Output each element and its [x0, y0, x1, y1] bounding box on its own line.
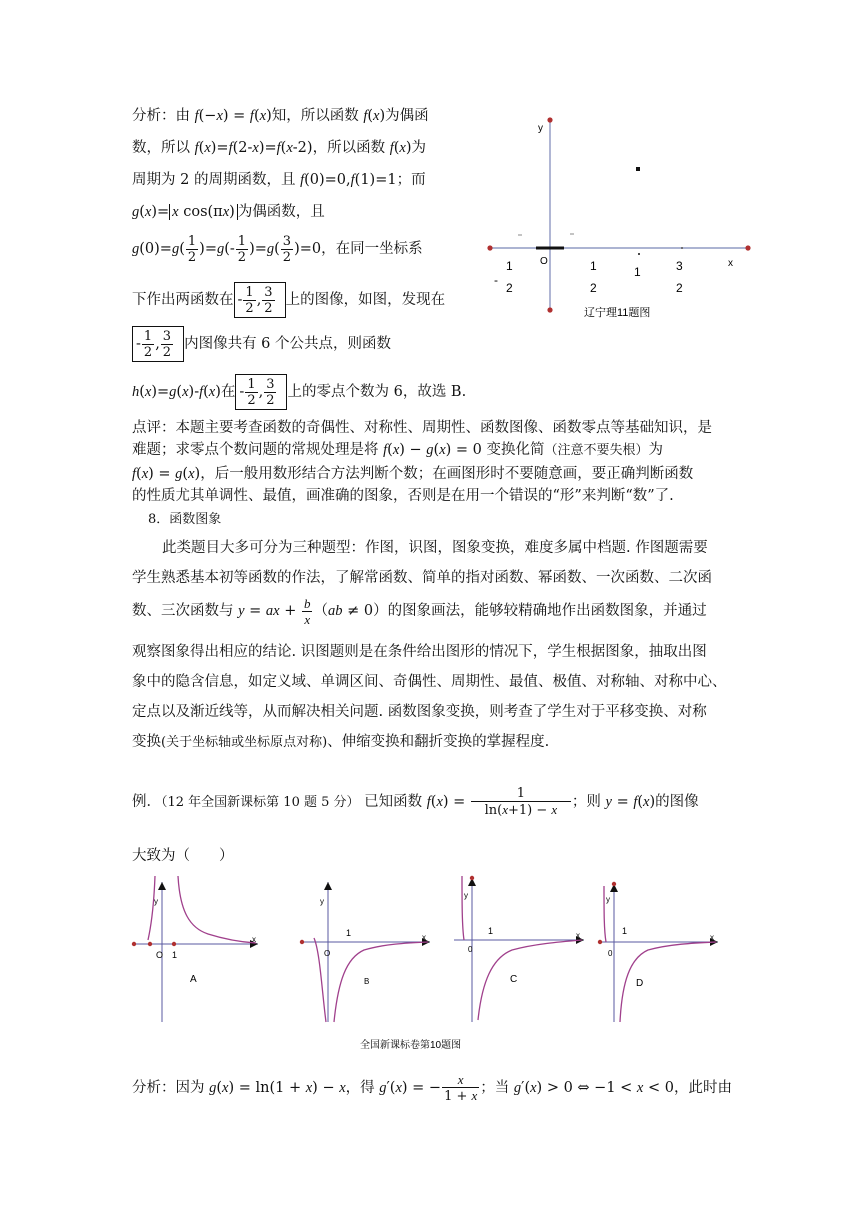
svg-text:x: x — [710, 933, 714, 942]
svg-text:1: 1 — [590, 259, 597, 273]
panel-a — [132, 876, 258, 1022]
svg-text:O: O — [156, 950, 164, 960]
intro-line-7: 变换(关于坐标轴或坐标原点对称)、伸缩变换和翻折变换的掌握程度. — [132, 734, 550, 750]
intro-line-6: 定点以及渐近线等，从而解决相关问题. 函数图象变换，则考查了学生对于平移变换、对称 — [132, 704, 707, 720]
comment-line-1: 点评：本题主要考查函数的奇偶性、对称性、周期性、函数图像、函数零点等基础知识，是 — [132, 420, 712, 436]
analysis-line-6: 下作出两函数在 - $\frac{1}{2}$ , $\frac{3}{2}$ 上的图像，如图，发现在 — [132, 282, 445, 318]
panel-b — [300, 882, 430, 1022]
panel-b-letter: B — [364, 977, 370, 986]
svg-text:x: x — [422, 933, 426, 942]
analysis-line-3: 周期为 2 的周期函数，且 f(0)=0,f(1)=1；而 — [132, 172, 426, 188]
intro-line-5: 象中的隐含信息，如定义域、单调区间、奇偶性、周期性、最值、极值、对称轴、对称中心、 — [132, 674, 727, 690]
analysis-line-2: 数，所以 f(x)=f(2-x)=f(x-2)，所以函数 f(x)为 — [132, 140, 426, 156]
fig1-y-label: y — [538, 123, 543, 134]
analysis-line-7: - $\frac{1}{2}$ , $\frac{3}{2}$ 内图像共有 6 个公共点，则函数 — [132, 326, 391, 362]
fig1-caption: 辽宁理11题图 — [584, 307, 651, 319]
svg-text:y: y — [320, 897, 324, 906]
fig1-x-label: x — [728, 258, 733, 269]
svg-text:2: 2 — [506, 281, 513, 295]
intro-line-2: 学生熟悉基本初等函数的作法，了解常函数、简单的指对函数、幂函数、一次函数、二次函 — [132, 570, 712, 586]
svg-text:2: 2 — [676, 281, 683, 295]
analysis-line-5: g(0)=g( $\frac{1}{2}$ )=g(- $\frac{1}{2}$ )=g( $\frac{3}{2}$ )=0，在同一坐标系 — [132, 233, 423, 265]
svg-text:1: 1 — [172, 950, 178, 960]
svg-text:1: 1 — [346, 928, 352, 938]
intro-line-3: 数、三次函数与 y = ax + $\frac{b}{x}$ （ab ≠ 0）的图象画法，能够较精确地作出函数图象，并通过 — [132, 595, 707, 627]
svg-text:y: y — [464, 891, 468, 900]
bottom-analysis-line: 分析：因为 g(x) = ln(1 + x) − x，得 g′(x) = − $\frac{x}{1 + x}$ ；当 g′(x) > 0 ⇔ −1 < x < 0，此时由 — [132, 1072, 732, 1104]
panel-c-letter: C — [510, 974, 518, 985]
svg-text:3: 3 — [676, 259, 683, 273]
svg-text:1: 1 — [634, 265, 641, 279]
svg-text:x: x — [576, 931, 580, 940]
panel-c — [454, 876, 584, 1022]
svg-text:0: 0 — [608, 949, 613, 958]
intro-line-4: 观察图象得出相应的结论. 识图题则是在条件给出图形的情况下，学生根据图象，抽取出图 — [132, 644, 707, 660]
panel-a-letter: A — [190, 974, 197, 985]
svg-text:1: 1 — [622, 926, 628, 936]
fig2-caption: 全国新课标卷第10题图 — [360, 1040, 462, 1051]
comment-line-2: 难题；求零点个数问题的常规处理是将 f(x) − g(x) = 0 变换化简（注意不要失根）为 — [132, 442, 664, 458]
analysis-line-1: 分析：由 f(−x) = f(x)知，所以函数 f(x)为偶函 — [132, 108, 429, 124]
svg-text:-: - — [494, 273, 498, 287]
intro-line-1: 此类题目大多可分为三种题型：作图，识图，图象变换，难度多属中档题. 作图题需要 — [162, 540, 708, 556]
section-title: 8．函数图象 — [148, 512, 222, 527]
panel-d-letter: D — [636, 978, 644, 989]
svg-text:y: y — [154, 897, 158, 906]
analysis-line-8: h(x)=g(x)-f(x)在 - $\frac{1}{2}$ , $\frac{3}{2}$ 上的零点个数为 6，故选 B. — [132, 374, 466, 410]
svg-text:2: 2 — [590, 281, 597, 295]
svg-text:y: y — [606, 895, 610, 904]
comment-line-3: f(x) = g(x)，后一般用数形结合方法判断个数；在画图形时不要随意画，要正确判断函数 — [132, 466, 694, 482]
fig1-origin: O — [540, 256, 548, 267]
svg-text:0: 0 — [468, 945, 473, 954]
svg-text:1: 1 — [488, 926, 494, 936]
panel-d — [598, 882, 718, 1022]
figure-liaoning-11 — [486, 114, 756, 324]
figure-national-10 — [128, 872, 728, 1058]
svg-text:O: O — [324, 949, 331, 958]
svg-text:1: 1 — [506, 259, 513, 273]
example-line-2: 大致为（ ） — [132, 848, 234, 864]
analysis-line-4: g(x)= x cos(πx) 为偶函数，且 — [132, 204, 325, 220]
svg-text:x: x — [252, 935, 256, 944]
example-line-1: 例．（12 年全国新课标第 10 题 5 分） 已知函数 f(x) = $\frac{1}{\ln(x+1) - x}$ ；则 y = f(x)的图像 — [132, 786, 699, 818]
comment-line-4: 的性质尤其单调性、最值，画准确的图象，否则是在用一个错误的“形”来判断“数”了. — [132, 488, 674, 504]
